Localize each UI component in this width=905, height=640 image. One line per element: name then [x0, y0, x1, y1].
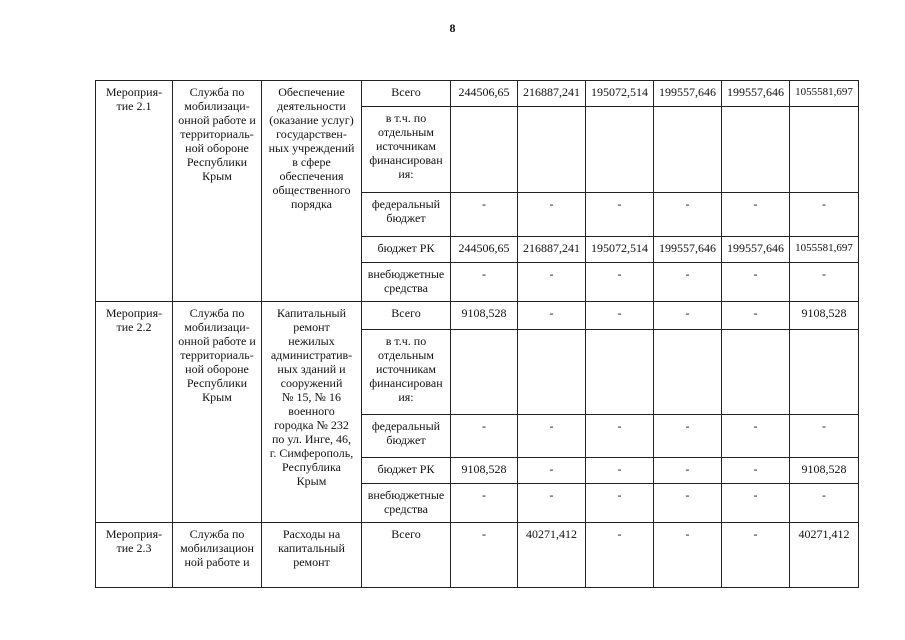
- value-cell: -: [654, 484, 722, 523]
- value-cell: -: [518, 263, 586, 302]
- funding-source-cell: бюджет РК: [362, 458, 451, 484]
- value-cell: -: [451, 523, 518, 588]
- value-cell: [722, 330, 790, 415]
- value-cell: 195072,514: [586, 81, 654, 107]
- value-cell: -: [790, 484, 859, 523]
- table-row: [96, 302, 859, 330]
- value-cell: -: [654, 302, 722, 330]
- value-cell: -: [654, 193, 722, 237]
- value-cell: -: [586, 523, 654, 588]
- value-cell: -: [518, 484, 586, 523]
- funding-source-cell: федеральный бюджет: [362, 415, 451, 458]
- event-number-cell: Мероприя- тие 2.3: [96, 523, 173, 588]
- value-cell: 40271,412: [518, 523, 586, 588]
- value-cell: -: [790, 263, 859, 302]
- description-cell: Капитальный ремонт нежилых административ- ных зданий и сооружений № 15, № 16 военного городка № 232 по ул. Инге, 46, г. Симферополь, Республика Крым: [262, 302, 362, 523]
- value-cell: [518, 330, 586, 415]
- value-cell: [518, 107, 586, 193]
- funding-source-cell: в т.ч. по отдельным источникам финансирован ия:: [362, 107, 451, 193]
- value-cell: -: [654, 415, 722, 458]
- description-cell: Расходы на капитальный ремонт: [262, 523, 362, 588]
- value-cell: 199557,646: [722, 81, 790, 107]
- value-cell: [790, 330, 859, 415]
- value-cell: [654, 330, 722, 415]
- value-cell: -: [586, 458, 654, 484]
- value-cell: -: [722, 193, 790, 237]
- event-number-cell: Мероприя- тие 2.1: [96, 81, 173, 302]
- value-cell: 244506,65: [451, 81, 518, 107]
- value-cell: -: [451, 415, 518, 458]
- value-cell: 9108,528: [451, 458, 518, 484]
- value-cell: 9108,528: [790, 458, 859, 484]
- table-row: [96, 81, 859, 107]
- value-cell: -: [518, 458, 586, 484]
- value-cell: 1055581,697: [790, 81, 859, 107]
- value-cell: -: [586, 484, 654, 523]
- value-cell: [722, 107, 790, 193]
- table-row: [96, 523, 859, 588]
- value-cell: -: [518, 415, 586, 458]
- value-cell: -: [586, 302, 654, 330]
- value-cell: 40271,412: [790, 523, 859, 588]
- event-number-cell: Мероприя- тие 2.2: [96, 302, 173, 523]
- description-cell: Обеспечение деятельности (оказание услуг) государствен- ных учреждений в сфере обеспечения общественного порядка: [262, 81, 362, 302]
- value-cell: -: [722, 415, 790, 458]
- funding-source-cell: Всего: [362, 81, 451, 107]
- value-cell: 9108,528: [790, 302, 859, 330]
- executor-cell: Служба по мобилизаци- онной работе и территориаль- ной обороне Республики Крым: [173, 302, 262, 523]
- value-cell: -: [790, 193, 859, 237]
- value-cell: -: [722, 523, 790, 588]
- funding-source-cell: Всего: [362, 302, 451, 330]
- value-cell: -: [790, 415, 859, 458]
- value-cell: -: [586, 193, 654, 237]
- value-cell: -: [654, 263, 722, 302]
- value-cell: -: [586, 415, 654, 458]
- value-cell: -: [518, 302, 586, 330]
- funding-source-cell: Всего: [362, 523, 451, 588]
- value-cell: 216887,241: [518, 81, 586, 107]
- funding-source-cell: в т.ч. по отдельным источникам финансирован ия:: [362, 330, 451, 415]
- value-cell: -: [518, 193, 586, 237]
- value-cell: 216887,241: [518, 237, 586, 263]
- value-cell: [451, 107, 518, 193]
- value-cell: -: [654, 458, 722, 484]
- funding-table: [95, 80, 859, 588]
- value-cell: -: [451, 193, 518, 237]
- executor-cell: Служба по мобилизаци- онной работе и территориаль- ной обороне Республики Крым: [173, 81, 262, 302]
- value-cell: -: [654, 523, 722, 588]
- page-number: 8: [449, 21, 456, 35]
- executor-cell: Служба по мобилизацион ной работе и: [173, 523, 262, 588]
- value-cell: -: [451, 484, 518, 523]
- value-cell: [586, 330, 654, 415]
- value-cell: 1055581,697: [790, 237, 859, 263]
- value-cell: -: [722, 484, 790, 523]
- value-cell: 9108,528: [451, 302, 518, 330]
- value-cell: 244506,65: [451, 237, 518, 263]
- value-cell: [586, 107, 654, 193]
- value-cell: 195072,514: [586, 237, 654, 263]
- value-cell: -: [451, 263, 518, 302]
- funding-source-cell: федеральный бюджет: [362, 193, 451, 237]
- funding-source-cell: внебюджетные средства: [362, 484, 451, 523]
- value-cell: 199557,646: [654, 81, 722, 107]
- value-cell: -: [722, 302, 790, 330]
- value-cell: [654, 107, 722, 193]
- value-cell: -: [722, 263, 790, 302]
- value-cell: 199557,646: [654, 237, 722, 263]
- value-cell: [790, 107, 859, 193]
- value-cell: -: [722, 458, 790, 484]
- funding-source-cell: внебюджетные средства: [362, 263, 451, 302]
- value-cell: [451, 330, 518, 415]
- funding-source-cell: бюджет РК: [362, 237, 451, 263]
- value-cell: 199557,646: [722, 237, 790, 263]
- value-cell: -: [586, 263, 654, 302]
